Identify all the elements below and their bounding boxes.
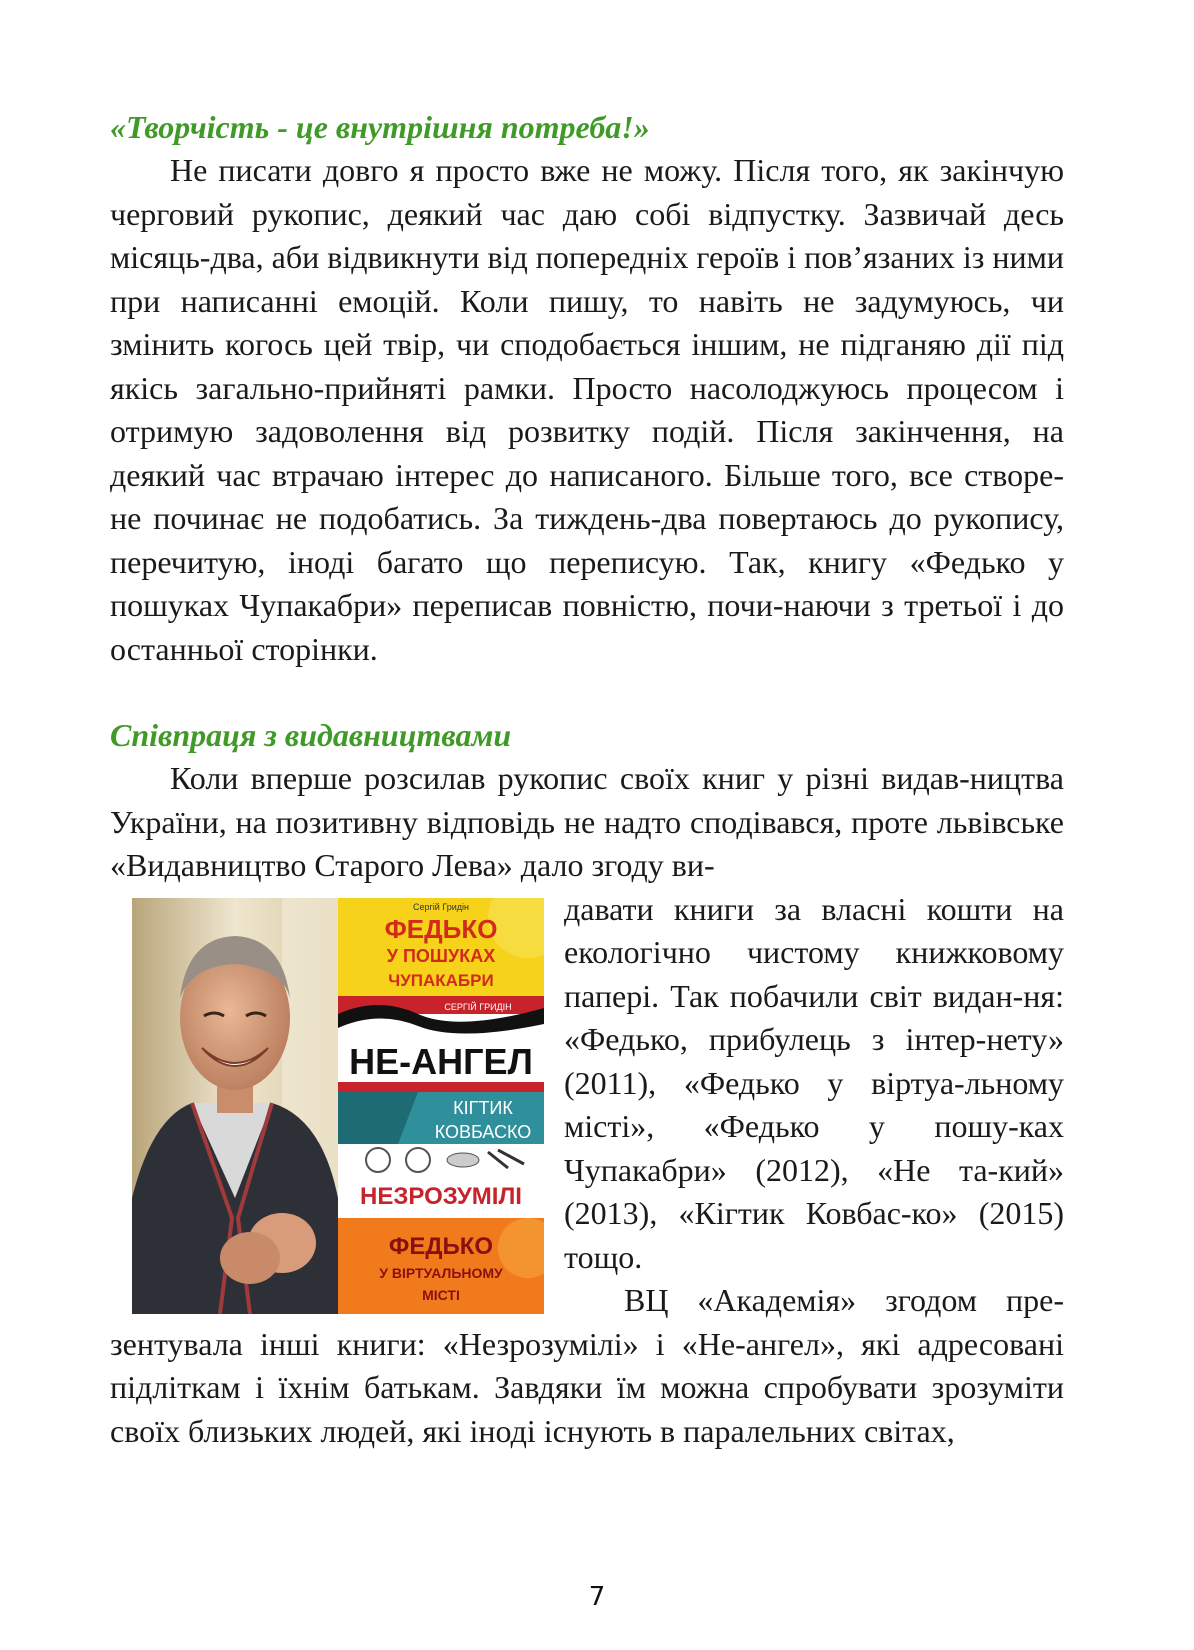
author-portrait-illustration [132,898,338,1314]
cover-2-title: НЕ-АНГЕЛ [349,1040,533,1082]
cover-5-title-1: ФЕДЬКО [388,1232,494,1260]
page-content [110,106,1064,1453]
cover-1-title-3: ЧУПАКАБРИ [388,970,494,990]
book-cover-fedko-chupakabra [338,898,544,996]
cover-1-title-2: У ПОШУКАХ [386,945,496,966]
paragraph-academy: ВЦ «Академія» згодом пре-зентувала інші книги: «Незрозумілі» і «Не-ангел», які адресовані підліткам і їхнім батькам. Завдяки їм можна спробувати зрозуміти своїх близьких людей, які іноді існують в паралельних світах, [110,1282,1064,1449]
book-covers-column [338,898,544,1314]
cover-art-5 [338,1218,544,1314]
section-spacer [110,671,1064,714]
cover-1-title-1: ФЕДЬКО [384,913,498,944]
page-number: 7 [588,1582,606,1612]
cover-3-title-1: КІГТИК [453,1097,513,1118]
section-heading-publishers: Співпраця з видавництвами [110,717,512,753]
book-cover-ne-angel [338,996,544,1092]
cover-art-2 [338,996,544,1092]
cover-art-3 [338,1092,544,1144]
paragraph-creativity: Не писати довго я просто вже не можу. Після того, як закінчую черговий рукопис, деякий час даю собі відпустку. Зазвичай десь місяць-два, аби відвикнути від попередніх героїв і пов’язаних із ними при написанні емоцій. Коли пишу, то навіть не задумуюсь, чи змінить когось цей твір, чи сподобається іншим, не підганяю дії під якісь загально-прийняті рамки. Просто насолоджуюсь процесом і отримую задоволення від розвитку подій. Після закінчення, на деякий час втрачаю інтерес до написаного. Більше того, все створе-не починає не подобатись. За тиждень-два повертаюсь до рукопису, перечитую, іноді багато що переписую. Так, книгу «Федько у пошуках Чупакабри» переписав повністю, почи-наючи з третьої і до останньої сторінки. [110,152,1064,667]
cover-2-author: СЕРГІЙ ГРИДІН [444,1001,512,1012]
cover-5-title-2: У ВІРТУАЛЬНОМУ [379,1264,503,1281]
cover-5-title-3: МІСТІ [422,1286,460,1303]
cover-1-author: Сергій Гридін [413,901,469,912]
section-heading-creativity: «Творчість - це внутрішня потреба!» [110,109,650,145]
book-cover-kigtyk-kovbasko [338,1092,544,1144]
paragraph-publishers-intro: Коли вперше розсилав рукопис своїх книг у різні видав-ництва України, на позитивну відповідь не надто сподівався, проте львівське «Видавництво Старого Лева» дало згоду ви- [110,760,1064,883]
cover-art-1 [338,898,544,996]
cover-4-title: НЕЗРОЗУМІЛІ [360,1182,522,1210]
cover-art-4 [338,1144,544,1218]
paragraph-publishers-books: давати книги за власні кошти на екологічно чистому книжковому папері. Так побачили світ видан-ня: «Федько, прибулець з інтер-нету» (2011), «Федько у віртуа-льному місті», «Федько у пошу-ках Чупакабри» (2012), «Не та-кий» (2013), «Кігтик Ковбас-ко» (2015) тощо. [564,890,1064,1275]
book-cover-fedko-virtual-city [338,1218,544,1314]
cover-3-title-2: КОВБАСКО [434,1121,532,1142]
book-cover-nezrozumili [338,1144,544,1218]
author-photo [132,898,338,1314]
author-and-covers-figure [132,898,544,1314]
